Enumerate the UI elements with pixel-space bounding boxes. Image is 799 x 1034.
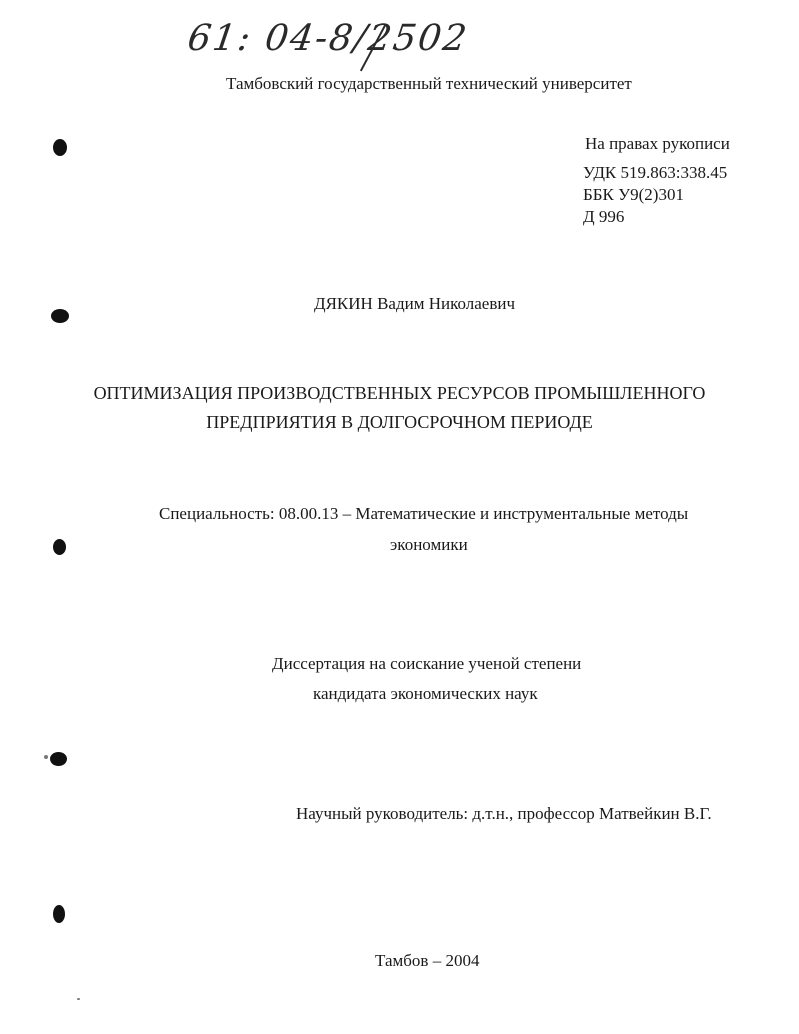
specialty-line-2: экономики — [390, 535, 468, 554]
punch-hole-mark-3 — [53, 539, 66, 555]
author-name: ДЯКИН Вадим Николаевич — [314, 294, 516, 313]
degree-line-1: Диссертация на соискание ученой степени — [272, 654, 582, 673]
scan-speck — [44, 755, 48, 759]
dissertation-title-line-2: ПРЕДПРИЯТИЯ В ДОЛГОСРОЧНОМ ПЕРИОДЕ — [206, 412, 593, 432]
scan-speck — [77, 998, 80, 1000]
dissertation-title-line-1: ОПТИМИЗАЦИЯ ПРОИЗВОДСТВЕННЫХ РЕСУРСОВ ПРОМЫШЛЕННОГО — [93, 383, 706, 403]
scientific-supervisor: Научный руководитель: д.т.н., профессор Матвейкин В.Г. — [296, 804, 712, 823]
author-sign-code: Д 996 — [583, 207, 625, 226]
bbk-code: ББК У9(2)301 — [583, 185, 684, 204]
specialty-line-1: Специальность: 08.00.13 – Математические и инструментальные методы — [159, 504, 689, 523]
udk-code: УДК 519.863:338.45 — [583, 163, 728, 182]
punch-hole-mark-1 — [53, 139, 67, 156]
place-and-year: Тамбов – 2004 — [375, 951, 480, 970]
rights-note: На правах рукописи — [585, 134, 730, 153]
punch-hole-mark-2 — [51, 309, 69, 323]
degree-line-2: кандидата экономических наук — [313, 684, 538, 703]
handwritten-archive-number: 61: 04-8/2502 — [185, 18, 471, 59]
university-name: Тамбовский государственный технический университет — [226, 74, 632, 93]
punch-hole-mark-4 — [50, 752, 67, 766]
punch-hole-mark-5 — [53, 905, 65, 923]
